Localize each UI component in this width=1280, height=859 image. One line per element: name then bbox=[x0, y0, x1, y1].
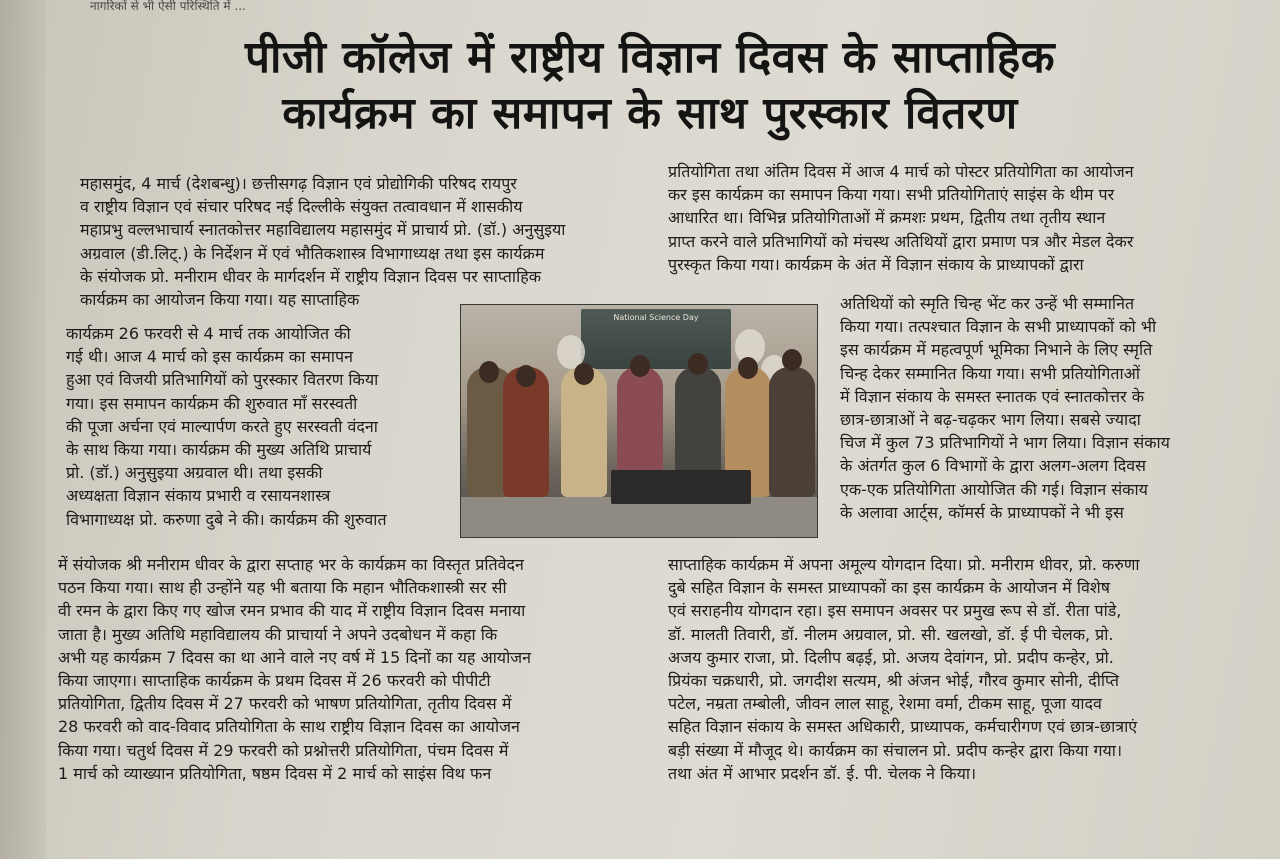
text-line: प्रियंका चक्रधारी, प्रो. जगदीश सत्यम, श्री अंजन भोई, गौरव कुमार सोनी, दीप्ति bbox=[668, 671, 1120, 691]
left-column-top bbox=[80, 172, 640, 311]
text-line: एवं सराहनीय योगदान रहा। इस समापन अवसर पर प्रमुख रूप से डॉ. रीता पांडे, bbox=[668, 601, 1122, 621]
text-line: अजय कुमार राजा, प्रो. दिलीप बढ़ई, प्रो. अजय देवांगन, प्रो. प्रदीप कन्हेर, प्रो. bbox=[668, 647, 1114, 667]
text-line: 28 फरवरी को वाद-विवाद प्रतियोगिता के साथ राष्ट्रीय विज्ञान दिवस का आयोजन bbox=[58, 717, 520, 737]
text-line: चिन्ह देकर सम्मानित किया गया। सभी प्रतियोगिताओं bbox=[840, 363, 1141, 383]
text-line: जाता है। मुख्य अतिथि महाविद्यालय की प्राचार्या ने अपने उदबोधन में कहा कि bbox=[58, 624, 498, 644]
text-line: कर इस कार्यक्रम का समापन किया गया। सभी प्रतियोगिताएं साइंस के थीम पर bbox=[668, 185, 1115, 205]
person-head bbox=[738, 357, 758, 379]
text-line: के अंतर्गत कुल 6 विभागों के द्वारा अलग-अलग दिवस bbox=[840, 456, 1146, 476]
right-column-beside-photo bbox=[840, 292, 1250, 524]
left-column-beside-photo bbox=[66, 322, 456, 531]
event-photo bbox=[460, 304, 818, 538]
left-column-bottom bbox=[58, 553, 638, 785]
text-line: व राष्ट्रीय विज्ञान एवं संचार परिषद नई दिल्लीके संयुक्त तत्वावधान में शासकीय bbox=[80, 197, 523, 217]
text-line: प्रो. (डॉ.) अनुसुइया अग्रवाल थी। तथा इसकी bbox=[66, 463, 323, 483]
text-line: में संयोजक श्री मनीराम धीवर के द्वारा सप्ताह भर के कार्यक्रम का विस्तृत प्रतिवेदन bbox=[58, 555, 524, 574]
headline-line-2: कार्यक्रम का समापन के साथ पुरस्कार वितरण bbox=[282, 88, 1018, 139]
text-line: किया जाएगा। साप्ताहिक कार्यक्रम के प्रथम दिवस में 26 फरवरी को पीपीटी bbox=[58, 671, 491, 691]
person-head bbox=[574, 363, 594, 385]
text-line: किया गया। तत्पश्चात विज्ञान के सभी प्राध्यापकों को भी bbox=[840, 317, 1157, 337]
headline-line-1: पीजी कॉलेज में राष्ट्रीय विज्ञान दिवस के साप्ताहिक bbox=[244, 32, 1055, 83]
text-line: की पूजा अर्चना एवं माल्यार्पण करते हुए सरस्वती वंदना bbox=[66, 416, 378, 436]
stage-table bbox=[611, 470, 751, 504]
person-head bbox=[516, 365, 536, 387]
person-head bbox=[688, 353, 708, 375]
text-line: तथा अंत में आभार प्रदर्शन डॉ. ई. पी. चेलक ने किया। bbox=[668, 763, 977, 783]
text-line: के साथ किया गया। कार्यक्रम की मुख्य अतिथि प्राचार्य bbox=[66, 440, 372, 460]
text-line: साप्ताहिक कार्यक्रम में अपना अमूल्य योगदान दिया। प्रो. मनीराम धीवर, प्रो. करुणा bbox=[668, 555, 1140, 574]
text-line: चिज में कुल 73 प्रतिभागियों ने भाग लिया। विज्ञान संकाय bbox=[840, 433, 1170, 453]
text-line: गया। इस समापन कार्यक्रम की शुरुवात माँ सरस्वती bbox=[66, 393, 358, 413]
text-line: प्रतियोगिता, द्वितीय दिवस में 27 फरवरी को भाषण प्रतियोगिता, तृतीय दिवस में bbox=[58, 694, 512, 714]
text-line: महाप्रभु वल्लभाचार्य स्नातकोत्तर महाविद्यालय महासमुंद में प्राचार्य प्रो. (डॉ.) अनुसुइया bbox=[80, 220, 566, 240]
text-line: वी रमन के द्वारा किए गए खोज रमन प्रभाव की याद में राष्ट्रीय विज्ञान दिवस मनाया bbox=[58, 601, 526, 621]
text-line: पुरस्कृत किया गया। कार्यक्रम के अंत में विज्ञान संकाय के प्राध्यापकों द्वारा bbox=[668, 254, 1084, 274]
text-line: छात्र-छात्राओं ने बढ़-चढ़कर भाग लिया। सबसे ज्यादा bbox=[840, 410, 1141, 430]
text-line: 1 मार्च को व्याख्यान प्रतियोगिता, षष्ठम दिवस में 2 मार्च को साइंस विथ फन bbox=[58, 763, 492, 783]
person-head bbox=[479, 361, 499, 383]
text-line: दुबे सहित विज्ञान के समस्त प्राध्यापकों का इस कार्यक्रम के आयोजन में विशेष bbox=[668, 578, 1111, 598]
text-line: पठन किया गया। साथ ही उन्होंने यह भी बताया कि महान भौतिकशास्त्री सर सी bbox=[58, 578, 507, 598]
text-line: में विज्ञान संकाय के समस्त स्नातक एवं स्नातकोत्तर के bbox=[840, 386, 1144, 406]
text-line: अभी यह कार्यक्रम 7 दिवस का था आने वाले नए वर्ष में 15 दिनों का यह आयोजन bbox=[58, 647, 531, 667]
text-line: अध्यक्षता विज्ञान संकाय प्रभारी व रसायनशास्त्र bbox=[66, 486, 331, 506]
text-line: अतिथियों को स्मृति चिन्ह भेंट कर उन्हें भी सम्मानित bbox=[840, 294, 1135, 313]
text-line: कार्यक्रम का आयोजन किया गया। यह साप्ताहिक bbox=[80, 290, 360, 310]
text-line: इस कार्यक्रम में महत्वपूर्ण भूमिका निभाने के लिए स्मृति bbox=[840, 340, 1153, 360]
right-column-top bbox=[668, 160, 1248, 276]
headline bbox=[40, 30, 1260, 142]
text-line: हुआ एवं विजयी प्रतिभागियों को पुरस्कार वितरण किया bbox=[66, 370, 379, 390]
right-column-bottom bbox=[668, 553, 1258, 785]
text-line: के संयोजक प्रो. मनीराम धीवर के मार्गदर्शन में राष्ट्रीय विज्ञान दिवस पर साप्ताहिक bbox=[80, 266, 541, 286]
person bbox=[561, 367, 607, 497]
person bbox=[769, 367, 815, 497]
text-line: बड़ी संख्या में मौजूद थे। कार्यक्रम का संचालन प्रो. प्रदीप कन्हेर द्वारा किया गया। bbox=[668, 740, 1123, 760]
text-line: गई थी। आज 4 मार्च को इस कार्यक्रम का समापन bbox=[66, 347, 353, 367]
stage-banner-text: National Science Day bbox=[613, 313, 699, 322]
text-line: महासमुंद, 4 मार्च (देशबन्धु)। छत्तीसगढ़ विज्ञान एवं प्रोद्योगिकी परिषद रायपुर bbox=[80, 174, 517, 193]
text-line: पटेल, नम्रता तम्बोली, जीवन लाल साहू, रेशमा वर्मा, टीकम साहू, पूजा यादव bbox=[668, 694, 1102, 714]
text-line: आधारित था। विभिन्न प्रतियोगिताओं में क्रमशः प्रथम, द्वितीय तथा तृतीय स्थान bbox=[668, 208, 1106, 228]
text-line: सहित विज्ञान संकाय के समस्त अधिकारी, प्राध्यापक, कर्मचारीगण एवं छात्र-छात्राएं bbox=[668, 717, 1138, 737]
text-line: के अलावा आर्ट्स, कॉमर्स के प्राध्यापकों ने भी इस bbox=[840, 502, 1124, 522]
text-line: प्राप्त करने वाले प्रतिभागियों को मंचस्थ अतिथियों द्वारा प्रमाण पत्र और मेडल देकर bbox=[668, 231, 1134, 251]
person-head bbox=[630, 355, 650, 377]
text-line: कार्यक्रम 26 फरवरी से 4 मार्च तक आयोजित की bbox=[66, 324, 351, 343]
text-line: अग्रवाल (डी.लिट्.) के निर्देशन में एवं भौतिकशास्त्र विभागाध्यक्ष तथा इस कार्यक्रम bbox=[80, 243, 545, 263]
text-line: प्रतियोगिता तथा अंतिम दिवस में आज 4 मार्च को पोस्टर प्रतियोगिता का आयोजन bbox=[668, 162, 1134, 181]
text-line: किया गया। चतुर्थ दिवस में 29 फरवरी को प्रश्नोत्तरी प्रतियोगिता, पंचम दिवस में bbox=[58, 740, 509, 760]
text-line: विभागाध्यक्ष प्रो. करुणा दुबे ने की। कार्यक्रम की शुरुवात bbox=[66, 509, 387, 529]
text-line: एक-एक प्रतियोगिता आयोजित की गई। विज्ञान संकाय bbox=[840, 479, 1148, 499]
previous-article-strip: नागरिकों से भी ऐसी परिस्थिति में ... bbox=[90, 0, 246, 13]
person-head bbox=[782, 349, 802, 371]
text-line: डॉ. मालती तिवारी, डॉ. नीलम अग्रवाल, प्रो. सी. खलखो, डॉ. ई पी चेलक, प्रो. bbox=[668, 624, 1114, 644]
